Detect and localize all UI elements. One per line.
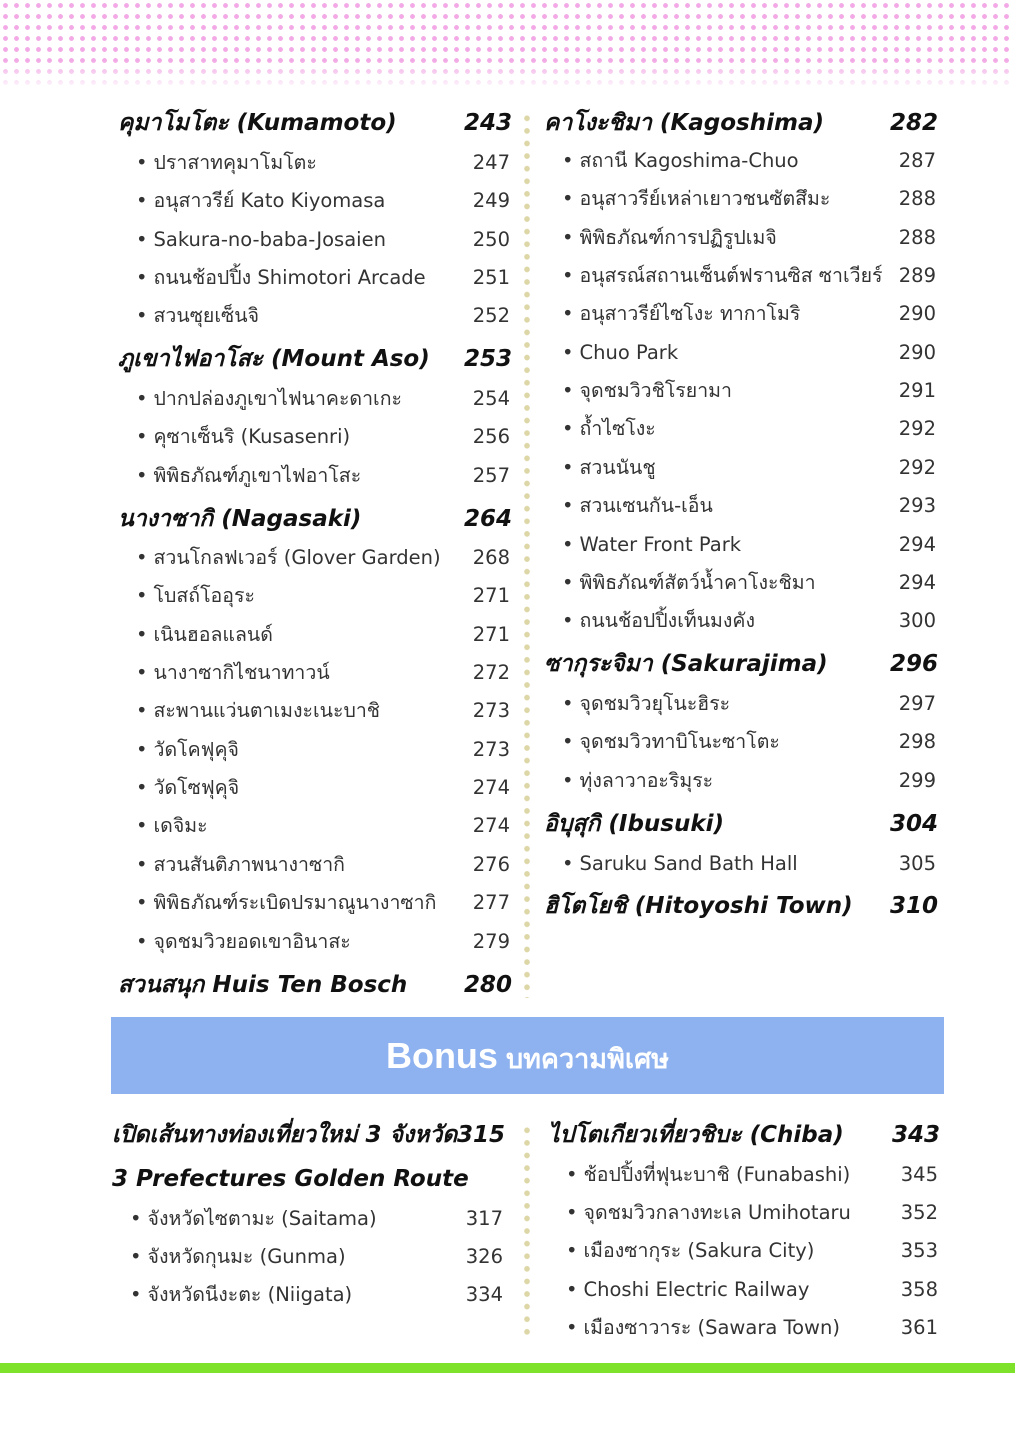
toc-section-heading: [118, 502, 512, 536]
toc-page-number: 276: [472, 852, 510, 876]
toc-entry-title: • อนุสาวรีย์ไซโงะ ทากาโมริ: [562, 297, 800, 331]
toc-section-heading: [112, 1162, 505, 1196]
toc-entry: [544, 604, 938, 638]
toc-entry: [544, 566, 938, 600]
toc-entry-title: • อนุสาวรีย์เหล่าเยาวชนซัตสึมะ: [562, 182, 830, 216]
toc-entry: [544, 297, 938, 331]
toc-page-number: 345: [900, 1163, 938, 1186]
toc-entry-title: สวนสนุก Huis Ten Bosch: [118, 972, 408, 998]
toc-entry: [118, 925, 512, 959]
toc-entry-title: • เมืองซากุระ (Sakura City): [566, 1234, 814, 1268]
toc-page-number: 274: [472, 814, 510, 838]
toc-entry-title: • เนินฮอลแลนด์: [136, 618, 273, 652]
toc-entry-title: • จังหวัดนีงะตะ (Niigata): [130, 1278, 352, 1312]
toc-page-number: 296: [889, 651, 938, 677]
toc-page-number: 271: [472, 584, 510, 608]
toc-page-number: 334: [465, 1283, 503, 1306]
toc-entry-title: ภูเขาไฟอาโสะ (Mount Aso): [118, 346, 430, 372]
toc-entry-title: ฮิโตโยชิ (Hitoyoshi Town): [544, 893, 853, 919]
toc-entry-title: ไปโตเกียวเที่ยวชิบะ (Chiba): [548, 1122, 844, 1148]
toc-entry: [118, 541, 512, 575]
toc-section-heading: [118, 106, 512, 140]
toc-entry: [544, 374, 938, 408]
toc-entry-title: • Sakura-no-baba-Josaien: [136, 223, 386, 257]
toc-entry-title: • นางาซากิไชนาทาวน์: [136, 656, 330, 690]
toc-page-number: 297: [898, 692, 936, 715]
toc-page-number: 343: [891, 1122, 940, 1148]
toc-entry-title: • จุดชมวิวทาบิโนะซาโตะ: [562, 725, 780, 759]
toc-entry-title: ซากุระจิมา (Sakurajima): [544, 651, 828, 677]
toc-entry: [548, 1273, 940, 1307]
toc-page-number: 268: [472, 546, 510, 569]
toc-entry-title: • จุดชมวิวยอดเขาอินาสะ: [136, 925, 351, 959]
toc-page-number: 310: [889, 893, 938, 919]
toc-entry: [544, 489, 938, 523]
toc-page-number: 277: [472, 891, 510, 915]
toc-column-1: [118, 106, 512, 1002]
toc-page-number: 353: [900, 1239, 938, 1262]
toc-page-number: 249: [472, 189, 510, 213]
toc-section-heading: [118, 968, 512, 1002]
toc-page-number: 315: [456, 1122, 505, 1148]
toc-entry: [118, 382, 512, 416]
toc-page-number: 247: [472, 151, 510, 174]
toc-section-heading: [112, 1118, 505, 1152]
toc-section-heading: [544, 106, 938, 140]
toc-page-number: 304: [889, 811, 938, 837]
toc-entry-title: • อนุสาวรีย์ Kato Kiyomasa: [136, 184, 385, 218]
toc-entry: [112, 1278, 505, 1312]
toc-page-number: 292: [898, 417, 936, 441]
toc-entry-title: • พิพิธภัณฑ์การปฏิรูปเมจิ: [562, 221, 777, 255]
toc-entry: [544, 182, 938, 216]
toc-page-number: 326: [465, 1245, 503, 1268]
toc-page-number: 292: [898, 455, 936, 479]
toc-entry-title: เปิดเส้นทางท่องเที่ยวใหม่ 3 จังหวัด: [112, 1122, 458, 1148]
toc-entry: [544, 764, 938, 798]
toc-section-heading: [544, 647, 938, 681]
toc-entry-title: • จุดชมวิวชิโรยามา: [562, 374, 732, 408]
toc-entry: [544, 144, 938, 178]
toc-entry-title: • สถานี Kagoshima-Chuo: [562, 144, 799, 178]
toc-entry-title: 3 Prefectures Golden Route: [112, 1166, 469, 1192]
toc-entry: [118, 733, 512, 767]
toc-entry-title: • ปากปล่องภูเขาไฟนาคะดาเกะ: [136, 382, 402, 416]
toc-page-number: 282: [889, 110, 938, 136]
toc-entry-title: • จุดชมวิวยุโนะฮิระ: [562, 687, 730, 721]
toc-entry-title: • Choshi Electric Railway: [566, 1273, 809, 1307]
toc-entry: [118, 223, 512, 257]
toc-page-number: 288: [898, 187, 936, 211]
toc-entry-title: • สวนนันชู: [562, 451, 656, 485]
toc-page-number: 294: [898, 532, 936, 556]
toc-entry: [118, 618, 512, 652]
toc-entry-title: คาโงะชิมา (Kagoshima): [544, 110, 824, 136]
toc-page-number: 274: [472, 776, 510, 800]
bottom-green-bar: [0, 1363, 1015, 1373]
toc-entry-title: คุมาโมโตะ (Kumamoto): [118, 110, 397, 136]
toc-page-number: 272: [472, 661, 510, 685]
toc-entry: [112, 1202, 505, 1236]
toc-entry: [118, 420, 512, 454]
toc-entry-title: • ถนนช้อปปิ้งเท็นมงคัง: [562, 604, 755, 638]
toc-page-number: 305: [898, 852, 936, 875]
toc-entry: [544, 451, 938, 485]
toc-entry-title: • วัดโคฟุคุจิ: [136, 733, 239, 767]
toc-page-number: 358: [900, 1278, 938, 1301]
toc-entry: [118, 184, 512, 218]
toc-entry-title: • จังหวัดไซตามะ (Saitama): [130, 1202, 377, 1236]
bonus-title-en: Bonus: [385, 1035, 498, 1076]
toc-page-number: 252: [472, 304, 510, 328]
toc-entry: [544, 725, 938, 759]
toc-column-2: [544, 106, 938, 924]
toc-entry-title: • สวนสันติภาพนางาซากิ: [136, 848, 345, 882]
toc-entry: [118, 771, 512, 805]
toc-entry: [118, 579, 512, 613]
toc-entry-title: • ถนนช้อปปิ้ง Shimotori Arcade: [136, 261, 426, 295]
toc-page-number: 298: [898, 730, 936, 754]
toc-page-number: 291: [898, 379, 936, 403]
toc-entry-title: • อนุสรณ์สถานเซ็นต์ฟรานซิส ซาเวียร์: [562, 259, 883, 293]
toc-page-number: 317: [465, 1207, 503, 1230]
toc-page-number: 287: [898, 149, 936, 172]
toc-entry-title: • คุซาเซ็นริ (Kusasenri): [136, 420, 350, 454]
toc-page-number: 253: [463, 346, 512, 372]
toc-entry: [118, 261, 512, 295]
toc-entry-title: • โบสถ์โออุระ: [136, 579, 255, 613]
toc-entry-title: • พิพิธภัณฑ์ภูเขาไฟอาโสะ: [136, 459, 361, 493]
toc-entry-title: • สวนโกลฟเวอร์ (Glover Garden): [136, 541, 441, 575]
toc-page-number: 361: [900, 1316, 938, 1339]
toc-entry-title: นางาซากิ (Nagasaki): [118, 506, 362, 532]
toc-entry: [118, 299, 512, 333]
toc-page-number: 273: [472, 737, 510, 761]
toc-entry-title: • ปราสาทคุมาโมโตะ: [136, 146, 317, 180]
toc-page-number: 256: [472, 425, 510, 449]
toc-section-heading: [548, 1118, 940, 1152]
toc-entry-title: • เมืองซาวาระ (Sawara Town): [566, 1311, 840, 1345]
toc-entry-title: • สะพานแว่นตาเมงะเนะบาชิ: [136, 694, 380, 728]
toc-entry: [544, 221, 938, 255]
column-divider-dots: [524, 112, 530, 998]
toc-entry: [544, 336, 938, 370]
toc-entry: [544, 259, 938, 293]
toc-entry: [548, 1311, 940, 1345]
toc-page-number: 243: [463, 110, 512, 136]
toc-page-number: 290: [898, 340, 936, 364]
toc-section-heading: [544, 889, 938, 923]
toc-page-number: 250: [472, 227, 510, 251]
toc-entry: [118, 656, 512, 690]
toc-entry: [118, 848, 512, 882]
toc-entry-title: • สวนเซนกัน-เอ็น: [562, 489, 713, 523]
toc-page-number: 289: [898, 264, 936, 288]
toc-page-number: 257: [472, 463, 510, 487]
toc-entry-title: • Saruku Sand Bath Hall: [562, 847, 798, 881]
toc-entry-title: • Water Front Park: [562, 528, 741, 562]
toc-entry: [548, 1196, 940, 1230]
toc-entry: [118, 886, 512, 920]
toc-entry: [118, 809, 512, 843]
toc-entry-title: • สวนซุยเซ็นจิ: [136, 299, 259, 333]
toc-entry: [544, 528, 938, 562]
toc-entry: [548, 1234, 940, 1268]
toc-page-number: 352: [900, 1201, 938, 1224]
toc-column-3: [112, 1118, 505, 1318]
toc-page-number: 300: [898, 609, 936, 633]
toc-page-number: 271: [472, 622, 510, 646]
toc-entry: [544, 687, 938, 721]
toc-page-number: 280: [463, 972, 512, 998]
toc-page-number: 294: [898, 570, 936, 594]
toc-entry-title: • จังหวัดกุนมะ (Gunma): [130, 1240, 346, 1274]
toc-entry-title: อิบุสุกิ (Ibusuki): [544, 811, 725, 837]
toc-page-number: 299: [898, 768, 936, 792]
toc-entry: [544, 847, 938, 881]
toc-page-number: 288: [898, 225, 936, 249]
bonus-banner: [111, 1017, 944, 1094]
toc-entry-title: • ช้อปปิ้งที่ฟุนะบาชิ (Funabashi): [566, 1158, 850, 1192]
toc-section-heading: [544, 807, 938, 841]
toc-entry: [548, 1158, 940, 1192]
column-divider-dots-bottom: [524, 1124, 530, 1340]
toc-page-number: 264: [463, 506, 512, 532]
toc-entry-title: • ถ้ำไซโงะ: [562, 412, 656, 446]
toc-page-number: 290: [898, 302, 936, 326]
toc-entry-title: • Chuo Park: [562, 336, 678, 370]
toc-entry: [112, 1240, 505, 1274]
toc-entry-title: • ทุ่งลาวาอะริมุระ: [562, 764, 713, 798]
toc-page-number: 279: [472, 929, 510, 953]
toc-page-number: 293: [898, 494, 936, 518]
toc-column-4: [548, 1118, 940, 1348]
toc-page-number: 273: [472, 699, 510, 723]
toc-page-number: 251: [472, 266, 510, 290]
toc-page-number: 254: [472, 387, 510, 410]
toc-section-heading: [118, 342, 512, 376]
toc-entry: [118, 694, 512, 728]
toc-entry-title: • พิพิธภัณฑ์ระเบิดปรมาณูนางาซากิ: [136, 886, 436, 920]
bonus-title-th: บทความพิเศษ: [505, 1044, 670, 1075]
toc-entry-title: • พิพิธภัณฑ์สัตว์น้ำคาโงะชิมา: [562, 566, 816, 600]
toc-entry-title: • วัดโซฟุคุจิ: [136, 771, 239, 805]
toc-entry: [118, 146, 512, 180]
toc-entry: [118, 459, 512, 493]
toc-entry: [544, 412, 938, 446]
toc-entry-title: • เดจิมะ: [136, 809, 208, 843]
toc-entry-title: • จุดชมวิวกลางทะเล Umihotaru: [566, 1196, 851, 1230]
